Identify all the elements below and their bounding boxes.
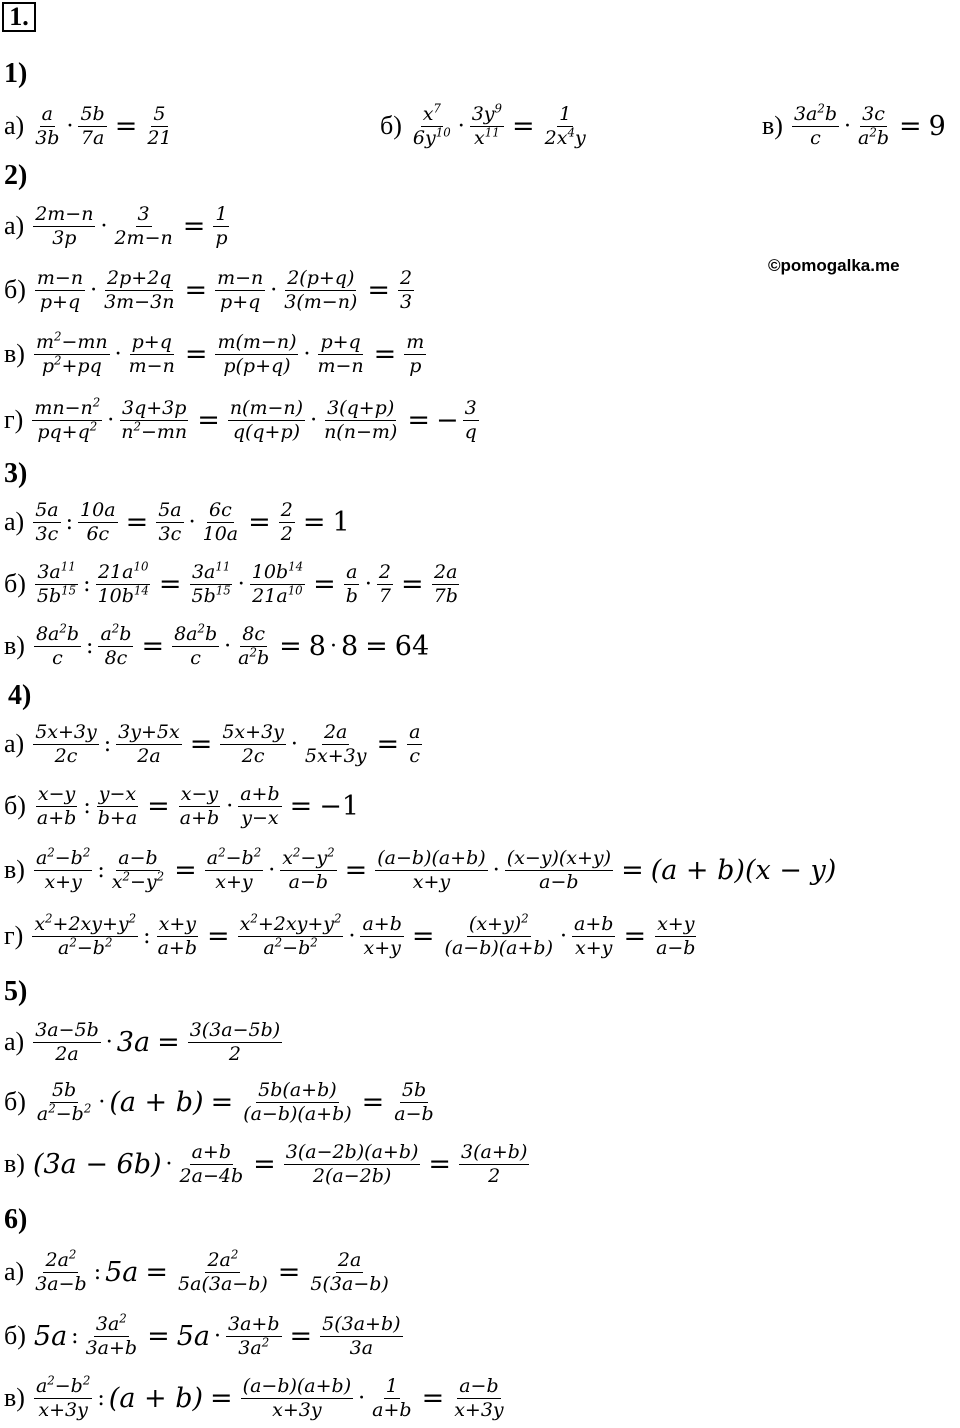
item-label: в) [762,111,783,140]
s5-item-v: в) (3a − 6b) · $\frac{a+b}{2a-4b}$ = $\frac{3(a-2b)(a+b)}{2(a-2b)}$ = $\frac{3(a+b)}{2}$ [4,1140,528,1187]
s5-item-a: а) 3a−5b 2a · 3a = $\frac{3(3a-5b)}{2}$ [4,1018,281,1065]
expression: $3a^2b$ c · $\frac{3c}{a^2b}$ = 9 [793,101,946,149]
s4-item-b: б) x−y a+b : $\frac{y-x}{b+a}$ = $\frac{x-y}{a+b}$ · $\frac{a+b}{y-x}$ = −1 [4,782,360,829]
s4-item-g: г) $x^2+2xy+y^2$ $a^2-b^2$ : $\frac{x+y}{a+b}$ = $\frac{x^2+2xy+y^2}{a^2-b^2}$ · $\frac{a+b}{x+y}$ = $\frac{(x+y)^2}{(a-b)(a+b)}$ · $\frac{a+b}{x+y}$ = $\frac{x+y}{a-b}$ [4,911,696,959]
section-1-heading: 1) [4,58,28,89]
s6-item-v: в) $a^2-b^2$ x+3y : (a + b) = $\frac{(a-b)(a+b)}{x+3y}$ · $\frac{1}{a+b}$ = $\frac{a-b}{x+3y}$ [4,1373,504,1421]
section-3-heading: 3) [4,458,28,489]
s1-item-v [762,98,948,154]
s4-item-a: а) 5x+3y 2c : $\frac{3y+5x}{2a}$ = $\frac{5x+3y}{2c}$ · $\frac{2a}{5x+3y}$ = $\frac{a}{c}$ [4,720,421,767]
s2-item-g: г) $mn-n^2$ $pq+q^2$ · $\frac{3q+3p}{n^2-mn}$ = $\frac{n(m-n)}{q(q+p)}$ · $\frac{3(q+p)}{n(n-m)}$ = − $\frac{3}{q}$ [4,395,477,443]
s6-item-b: б) 5a : $\frac{3a^2}{3a+b}$ = 5a · $\frac{3a+b}{3a^2}$ = $\frac{5(3a+b)}{3a}$ [4,1311,401,1359]
section-6-heading: 6) [4,1204,28,1235]
s1-item-a [4,98,177,154]
section-2-heading: 2) [4,160,28,191]
s1-item-b [380,98,591,154]
item-label: а) [4,111,25,140]
s2-item-v: в) $m^2-mn$ $p^2+pq$ · $\frac{p+q}{m-n}$ = $\frac{m(m-n)}{p(p+q)}$ · $\frac{p+q}{m-n}$ = $\frac{m}{p}$ [4,329,425,377]
section-5-heading: 5) [4,976,28,1007]
problem-number: 1. [2,2,36,32]
expression: a 3b · $\frac{5b}{7a}$ = $\frac{5}{21}$ [35,102,172,149]
s6-item-a: а) $2a^2$ 3a−b : 5a = $\frac{2a^2}{5a(3a-b)}$ = $\frac{2a}{5(3a-b)}$ [4,1247,389,1295]
s5-item-b: б) 5b $a^2-b^2$ · (a + b) = $\frac{5b(a+b)}{(a-b)(a+b)}$ = $\frac{5b}{a-b}$ [4,1078,434,1125]
s4-item-v: в) $a^2-b^2$ x+y : $\frac{a-b}{x^2-y^2}$ = $\frac{a^2-b^2}{x+y}$ · $\frac{x^2-y^2}{a-b}$ = $\frac{(a-b)(a+b)}{x+y}$ · $\frac{(x-y)(x+y)}{a-b}$ = (a + b)(x − y) [4,845,837,893]
s3-item-b: б) $3a^{11}$ $5b^{15}$ : $\frac{21a^{10}}{10b^{14}}$ = $\frac{3a^{11}}{5b^{15}}$ · $\frac{10b^{14}}{21a^{10}}$ = $\frac{a}{b}$ · $\frac{2}{7}$ = $\frac{2a}{7b}$ [4,559,458,607]
s3-item-a: а) 5a 3c : $\frac{10a}{6c}$ = $\frac{5a}{3c}$ · $\frac{6c}{10a}$ = $\frac{2}{2}$ = 1 [4,498,350,545]
section-4-heading: 4) [8,680,32,711]
s3-item-v: в) $8a^2b$ c : $\frac{a^2b}{8c}$ = $\frac{8a^2b}{c}$ · $\frac{8c}{a^2b}$ = 8 · 8 = 64 [4,621,430,669]
watermark: ©pomogalka.me [768,256,900,275]
expression: $x^7$ $6y^{10}$ · $\frac{3y^9}{x^{11}}$ = $\frac{1}{2x^4y}$ [412,101,586,149]
item-label: б) [380,111,402,140]
s2-item-b: б) m−n p+q · $\frac{2p+2q}{3m-3n}$ = $\frac{m-n}{p+q}$ · $\frac{2(p+q)}{3(m-n)}$ = $\frac{2}{3}$ [4,266,413,313]
s2-item-a: а) 2m−n 3p · $\frac{3}{2m-n}$ = $\frac{1}{p}$ [4,202,228,249]
